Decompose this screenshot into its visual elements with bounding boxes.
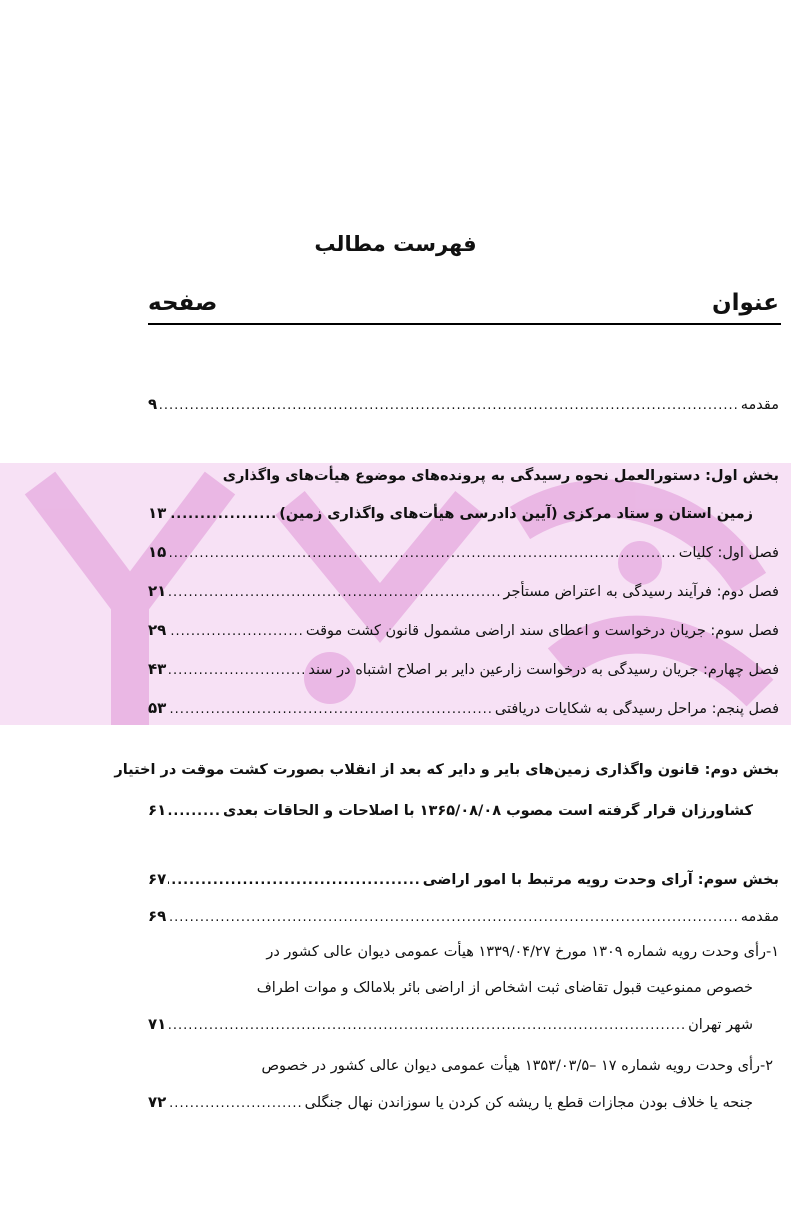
toc-entry-page: ۱۳ [148,504,167,522]
toc-item1-line3[interactable] [148,1005,753,1033]
column-heading-title: عنوان [711,290,779,316]
toc-entry-page: ۵۳ [148,699,167,717]
toc-entry-ch1[interactable] [148,533,779,561]
toc-part1-cont[interactable] [148,494,753,522]
toc-entry-page: ۶۱ [148,801,167,819]
toc-part2-cont[interactable] [148,791,753,819]
leader-dots [168,585,501,600]
toc-item1-line1[interactable]: ۱-رأی وحدت رویه شماره ۱۳۰۹ مورخ ۱۳۳۹/۰۴/۲۷ هیأت عمومی دیوان عالی کشور در [266,944,779,960]
toc-entry-page: ۱۵ [148,543,167,561]
heading-rule [148,323,781,325]
leader-dots [168,1018,686,1033]
toc-entry-part3-intro[interactable] [148,897,779,925]
toc-entry-text: شهر تهران [688,1017,753,1033]
toc-entry-text: کشاورزان قرار گرفته است مصوب ۱۳۶۵/۰۸/۰۸ با اصلاحات و الحاقات بعدی [222,803,753,819]
leader-dots [168,804,221,819]
leader-dots [168,546,676,561]
leader-dots [168,910,738,925]
toc-entry-page: ۷۱ [148,1015,167,1033]
toc-entry-ch4[interactable] [148,650,779,678]
leader-dots [159,398,739,413]
leader-dots [168,702,493,717]
toc-entry-text: بخش سوم: آرای وحدت رویه مرتبط با امور اراضی [422,872,779,888]
toc-entry-text: مقدمه [740,397,779,413]
toc-item1-line2[interactable]: خصوص ممنوعیت قبول تقاضای ثبت اشخاص از اراضی بائر بلامالک و موات اطراف [256,980,753,996]
toc-entry-text: جنحه یا خلاف بودن مجازات قطع یا ریشه کن کردن یا سوزاندن نهال جنگلی [304,1095,753,1111]
toc-entry-text: فصل اول: کلیات [678,545,779,561]
toc-entry-text: فصل چهارم: جریان رسیدگی به درخواست زارعین دایر بر اصلاح اشتباه در سند [308,662,779,678]
leader-dots [168,663,306,678]
toc-entry-page: ۹ [148,395,158,413]
toc-part1-title[interactable]: بخش اول: دستورالعمل نحوه رسیدگی به پرونده‌های موضوع هیأت‌های واگذاری [222,468,779,484]
toc-entry-intro[interactable] [148,385,779,413]
toc-entry-text: فصل دوم: فرآیند رسیدگی به اعتراض مستأجر [503,584,779,600]
leader-dots [168,873,420,888]
toc-part2-title[interactable]: بخش دوم: قانون واگذاری زمین‌های بایر و دایر که بعد از انقلاب بصورت کشت موقت در اختیار [114,762,779,778]
toc-title: فهرست مطالب [314,232,477,256]
toc-entry-text: فصل سوم: جریان درخواست و اعطای سند اراضی مشمول قانون کشت موقت [305,623,779,639]
leader-dots [168,1096,302,1111]
toc-entry-page: ۶۹ [148,907,167,925]
toc-entry-page: ۶۷ [148,870,167,888]
leader-dots [168,507,277,522]
toc-entry-text: زمین استان و ستاد مرکزی (آیین دادرسی هیأت‌های واگذاری زمین) [279,506,753,522]
toc-entry-ch3[interactable] [148,611,779,639]
toc-part3-title[interactable] [148,860,779,888]
toc-entry-page: ۷۲ [148,1093,167,1111]
leader-dots [168,624,304,639]
toc-entry-text: فصل پنجم: مراحل رسیدگی به شکایات دریافتی [494,701,779,717]
toc-item2-line2[interactable] [148,1083,753,1111]
toc-entry-ch2[interactable] [148,572,779,600]
toc-entry-text: مقدمه [740,909,779,925]
toc-entry-ch5[interactable] [148,689,779,717]
column-heading-page: صفحه [148,290,218,316]
toc-entry-page: ۲۹ [148,621,167,639]
toc-entry-page: ۴۳ [148,660,167,678]
toc-item2-line1[interactable]: ۲-رأی وحدت رویه شماره ۱۷ –۱۳۵۳/۰۳/۵ هیأت عمومی دیوان عالی کشور در خصوص [261,1058,773,1074]
toc-entry-page: ۲۱ [148,582,167,600]
